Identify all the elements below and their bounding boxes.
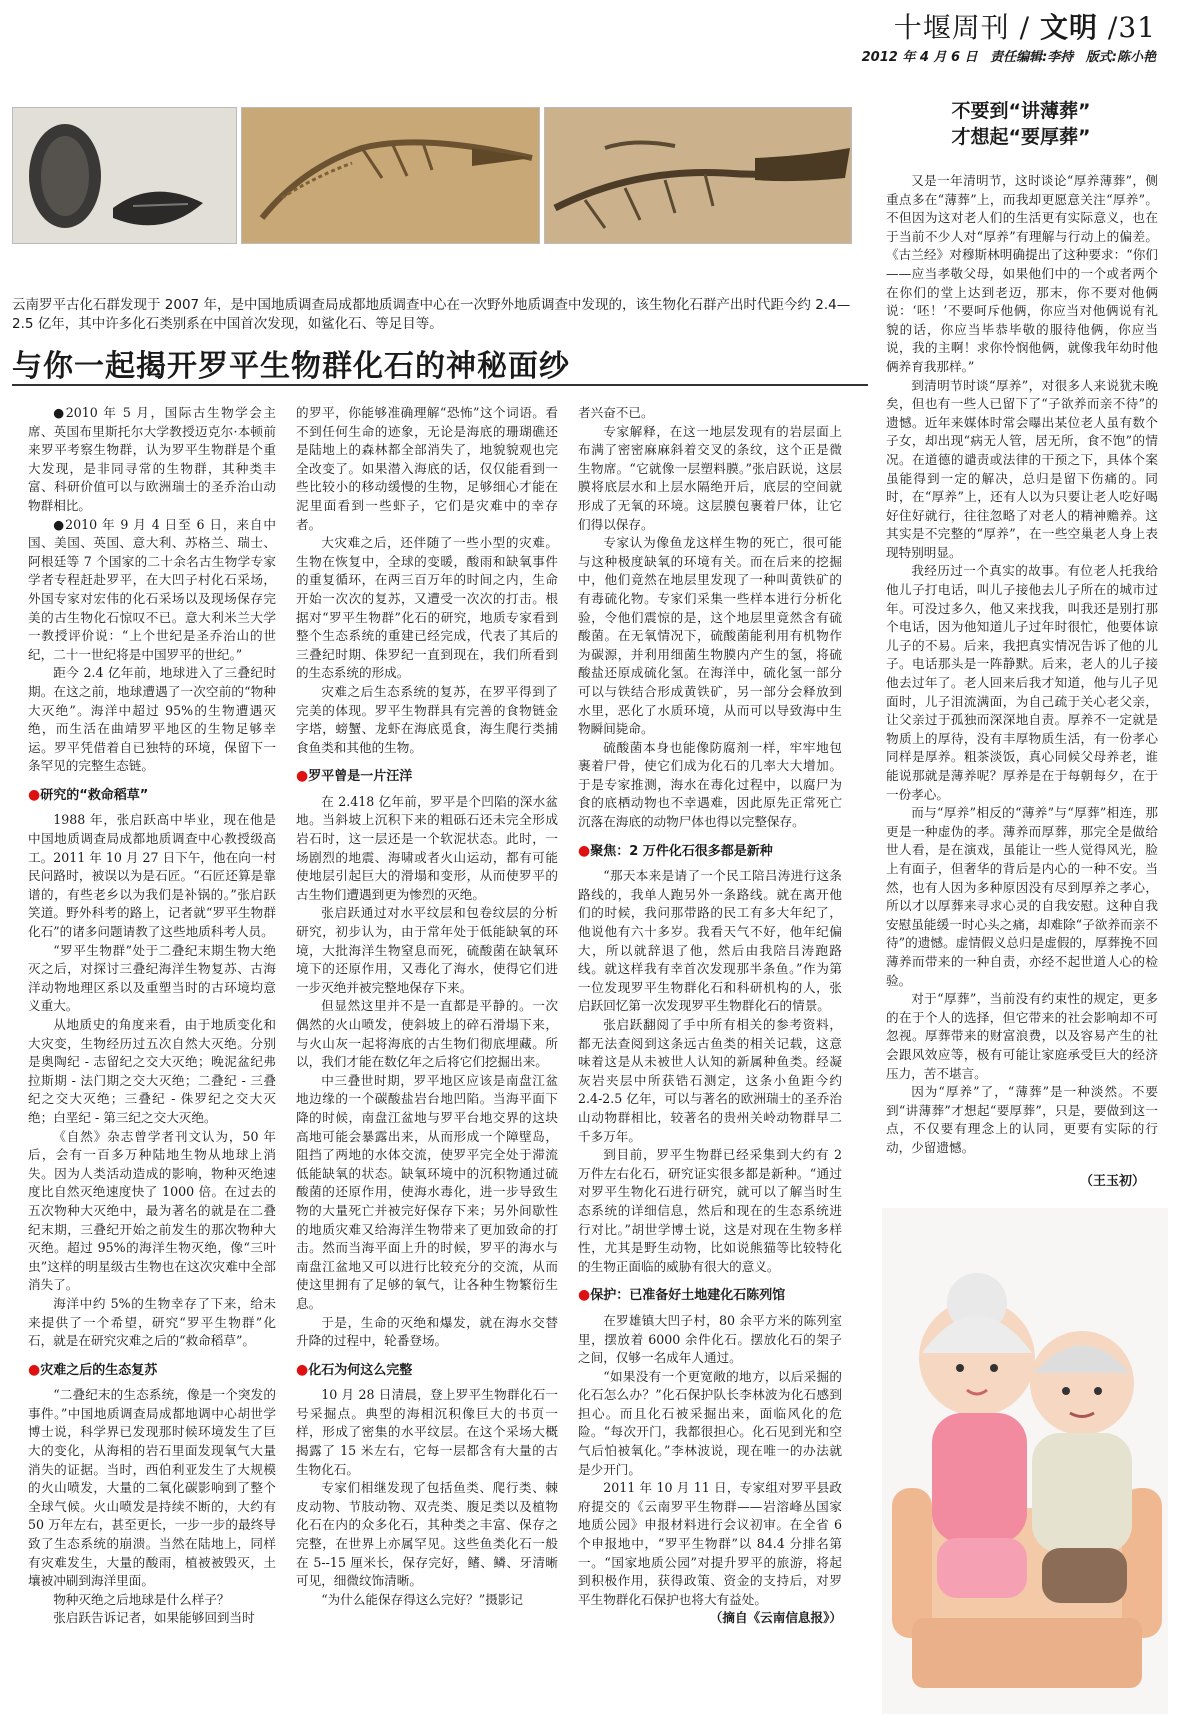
paragraph: 张启跃翻阅了手中所有相关的参考资料，都无法查阅到这条远古鱼类的相关记载，这意味着这是从未被世人认知的新属种鱼类。经凝灰岩夹层中所获锆石测定，这条小鱼距今约 2.4-2.5 亿年，可以与著名的欧洲瑞士的圣乔治山动物群相比，较著名的贵州关岭动物群早二千多万年。	[578, 1017, 842, 1144]
ichthyosaur-fossil-photo	[544, 107, 852, 244]
subheading-text: 聚焦：2 万件化石很多都是新种	[590, 843, 773, 859]
designer-credit: 版式:陈小艳	[1085, 50, 1156, 65]
article-column-1	[28, 404, 276, 1714]
paragraph: “为什么能保存得这么完好？”摄影记	[321, 1591, 523, 1607]
paragraph: 在 2.418 亿年前，罗平是个凹陷的深水盆地。当斜坡上沉积下来的粗砾石还未完全形成岩石时，这一层还是一个软泥状态。此时，一场剧烈的地震、海啸或者火山运动，都有可能使地层引起巨大的滑塌和变形，从而使罗平的古生物们遭遇到更为惨烈的灭绝。	[296, 793, 558, 902]
paragraph: 者兴奋不已。	[578, 405, 654, 420]
paragraph: ●2010 年 5 月，国际古生物学会主席、英国布里斯托尔大学教授迈克尔·本顿前来罗平考察生物群，认为罗平生物群是个重大发现，是非同寻常的生物群，其种类丰富、科研价值可以与欧洲瑞士的圣乔治山动物群相比。	[28, 405, 276, 513]
article-column-3	[578, 404, 842, 1714]
paragraph: 因为“厚养”了，“薄葬”是一种淡然。不要到“讲薄葬”才想起“要厚葬”，只是，要做到这一点，不仅要有理念上的认同，更要有实际的行动，少留遗憾。	[886, 1084, 1158, 1155]
paragraph: 《自然》杂志曾学者刊文认为，50 年后，会有一百多万种陆地生物从地球上消失。因为人类活动造成的影响，物种灭绝速度比自然灭绝速度快了 1000 倍。在过去的五次物种大灭绝中，最为著名的就是在二叠纪末期，三叠纪开始之前发生的那次物种大灭绝。超过 95%的海洋生物灭绝，像“三叶虫”这样的明星级古生物也在这次灾难中全部消失了。	[28, 1128, 276, 1293]
source-text: （摘自《云南信息报》）	[709, 1610, 842, 1626]
paragraph: 大灾难之后，还伴随了一些小型的灾难。生物在恢复中，全球的变暖，酸雨和缺氧事件的重复循环，在两三百万年的时间之内，生命开始一次次的复苏，又遭受一次次的打击。根据对“罗平生物群”化石的研究，地质专家看到整个生态系统的重建已经完成，代表了其后的三叠纪时期、侏罗纪一直到现在，我们所看到的生态系统的形成。	[296, 535, 558, 681]
paragraph: 我经历过一个真实的故事。有位老人托我给他儿子打电话，叫儿子接他去儿子所在的城市过年。可没过多久，他又来找我，叫我还是别打那个电话，因为他知道儿子过年时很忙，他要体谅儿子的不易。后来，我把真实情况告诉了他的儿子。电话那头是一阵静默。后来，老人的儿子接他去过年了。老人回来后我才知道，他与儿子见面时，儿子泪流满面，为自己疏于关心老父亲，让父亲过于孤独而深深地自责。厚养不一定就是物质上的厚待，没有丰厚物质生活，有一份孝心同样是厚养。粗茶淡饭，真心同候父母养老，谁能说那就是薄养呢？厚养是在于每朝每夕，在于一份孝心。	[886, 563, 1158, 802]
paragraph: ●2010 年 9 月 4 日至 6 日，来自中国、美国、英国、意大利、苏格兰、瑞士、阿根廷等 7 个国家的二十余名古生物学专家学者专程赶赴罗平，在大凹子村化石采场，外国专家对宏伟的化石采场以及现场保存完美的古生物化石惊叹不已。意大利米兰大学一教授评价说：“上个世纪是圣乔治山的世纪，二十一世纪将是中国罗平的世纪。”	[28, 516, 276, 662]
paragraph: 到目前，罗平生物群已经采集到大约有 2 万件左右化石，研究证实很多都是新种。“通过对罗平生物化石进行研究，就可以了解当时生态系统的详细信息，然后和现在的生态系统进行对比。”胡世学博士说，这是对现在生物多样性，尤其是野生动物，比如说熊猫等比较特化的生物正面临的威胁有很大的意义。	[578, 1147, 842, 1274]
paragraph: 海洋中约 5%的生物幸存了下来，给未来提供了一个希望，研究“罗平生物群”化石，就是在研究灾难之后的“救命稻草”。	[28, 1295, 276, 1349]
masthead	[894, 6, 1156, 46]
source-credit	[578, 1609, 842, 1628]
sidebar-title-line: 才想起“要厚葬”	[951, 126, 1091, 148]
paper-name: 十堰周刊	[893, 11, 1010, 44]
paragraph: “那天本来是请了一个民工陪吕涛进行这条路线的，我单人跑另外一条路线。就在离开他们的时候，我问那带路的民工有多大年纪了，他说他有六十多岁。我看天气不好，他年纪偏大，所以就辞退了他，然后由我陪吕涛跑路线。就这样我有幸首次发现那半条鱼。”作为第一位发现罗平生物群化石和科研机构的人，张启跃回忆第一次发现罗平生物群化石的情景。	[578, 868, 842, 1014]
bullet-icon: ●	[578, 1287, 591, 1304]
subheading-text: 研究的“救命稻草”	[40, 787, 149, 803]
paragraph: 专家认为像鱼龙这样生物的死亡，很可能与这种极度缺氧的环境有关。而在后来的挖掘中，他们竟然在地层里发现了一种叫黄铁矿的有毒硫化物。专家们采集一些样本进行分析化验，令他们震惊的是，这个地层里竟然含有硫酸菌。在无氧情况下，硫酸菌能利用有机物作为碳源，并利用细菌生物膜内产生的氢，将硫酸盐还原成硫化氢。在海洋中，硫化氢一部分可以与铁结合形成黄铁矿，另一部分会释放到水里，恶化了水质环境，从而可以导致海中生物瞬间毙命。	[578, 535, 842, 737]
paragraph: 但显然这里并不是一直都是平静的。一次偶然的火山喷发，使斜坡上的碎石滑塌下来，与火山灰一起将海底的古生物们彻底埋藏。所以，我们才能在数亿年之后将它们挖掘出来。	[296, 998, 558, 1070]
subheading-text: 化石为何这么完整	[308, 1362, 413, 1378]
masthead-slash: /	[1009, 11, 1041, 44]
paragraph: 张启跃告诉记者，如果能够回到当时	[53, 1610, 255, 1626]
paragraph: 1988 年，张启跃高中毕业，现在他是中国地质调查局成都地质调查中心教授级高工。2011 年 10 月 27 日下午，他在向一村民问路时，被误以为是石匠。“石匠还算是靠谱的，有些老乡以为我们是补锅的。”张启跃笑道。野外科考的路上，记者就“罗平生物群化石”的诸多问题请教了这些地质科考人员。	[28, 812, 276, 940]
subheading	[28, 1361, 276, 1381]
paragraph: 张启跃通过对水平纹层和包卷纹层的分析研究，初步认为，由于常年处于低能缺氧的环境，大批海洋生物窒息而死，硫酸菌在缺氧环境下的还原作用，又毒化了海水，使得它们进一步灭绝并被完整地保存下来。	[296, 905, 558, 995]
paragraph: 对于“厚葬”，当前没有约束性的规定，更多的在于个人的选择，但它带来的社会影响却不可忽视。厚葬带来的财富浪费，以及容易产生的社会跟风效应等，极有可能让家庭承受巨大的经济压力，苦不堪言。	[886, 991, 1158, 1081]
paragraph: “罗平生物群”处于二叠纪末期生物大绝灭之后，对探讨三叠纪海洋生物复苏、古海洋动物地理区系以及重塑当时的古环境均意义重大。	[28, 942, 276, 1014]
page-number: /31	[1098, 11, 1156, 44]
sidebar-author: （王玉初）	[1080, 1174, 1146, 1189]
paragraph: 在罗雄镇大凹子村，80 余平方米的陈列室里，摆放着 6000 余件化石。摆放化石的架子之间，仅够一名成年人通过。	[578, 1312, 842, 1366]
paragraph: “二叠纪末的生态系统，像是一个突发的事件。”中国地质调查局成都地调中心胡世学博士说，科学界已发现那时候环境发生了巨大的变化，从海相的岩石里面发现氧气大量消失的证据。当时，西伯利亚发生了大规模的火山喷发，大量的二氧化碳影响到了整个全球气候。火山喷发是持续不断的，大约有 50 万年左右，甚至更长，一步一步的最终导致了生态系统的崩溃。当然在陆地上，同样有灾难发生，大量的酸雨，植被被毁灭，土壤被冲刷到海洋里面。	[28, 1387, 276, 1589]
paragraph: 距今 2.4 亿年前，地球进入了三叠纪时期。在这之前，地球遭遇了一次空前的“物种大灭绝”。海洋中超过 95%的生物遭遇灭绝，而生活在曲靖罗平地区的生物足够幸运。罗平凭借着自已独特的环境，保留下一条罕见的完整生态链。	[28, 665, 276, 774]
paragraph: 中三叠世时期，罗平地区应该是南盘江盆地边缘的一个碳酸盐岩台地凹陷。当海平面下降的时候，南盘江盆地与罗平台地交界的这块高地可能会暴露出来，从而形成一个障壁岛，阻挡了两地的水体交流，使罗平完全处于滞流低能缺氧的状态。缺氧环境中的沉积物通过硫酸菌的还原作用，使海水毒化，进一步导致生物的大量死亡并被完好保存下来；另外间歇性的地质灾难又给海洋生物带来了更加致命的打击。然而当海平面上升的时候，罗平的海水与南盘江盆地又可以进行比较充分的交流，从而使这里拥有了足够的氧气，让各种生物繁衍生息。	[296, 1072, 558, 1311]
subheading-text: 罗平曾是一片汪洋	[308, 769, 413, 785]
paragraph: 10 月 28 日清晨，登上罗平生物群化石一号采掘点。典型的海相沉积像巨大的书页一样，形成了密集的水平纹层。在这个采场大概揭露了 15 米左右，它每一层都含有大量的古生物化石。	[296, 1387, 558, 1477]
paragraph: 而与“厚养”相反的“薄养”与“厚葬”相连，那更是一种虚伪的孝。薄养而厚葬，那完全是做给世人看，是在演戏，虽能让一些人觉得风光，脸上有面子，但奢华的背后是内心的一种不安。当然，也有人因为多种原因没有尽到厚养之孝心，所以才以厚葬来寻求心灵的自我安慰。这种自我安慰虽能缓一时心头之痛，却难除“子欲养而亲不待”的遗憾。虚情假义总归是虚假的，厚葬挽不回薄养而带来的一种自责，亦经不起世道人心的检验。	[886, 805, 1158, 988]
subheading	[578, 842, 842, 862]
subheading	[578, 1286, 842, 1306]
subheading-text: 灾难之后的生态复苏	[40, 1362, 158, 1378]
fossil-photo-strip	[12, 107, 852, 242]
paragraph: 专家们相继发现了包括鱼类、爬行类、棘皮动物、节肢动物、双壳类、腹足类以及植物化石在内的众多化石，其种类之丰富、保存之完整，在世界上亦属罕见。这些鱼类化石一般在 5--15 厘米长，保存完好，鳍、鳞、牙清晰可见，细微纹饰清晰。	[296, 1480, 558, 1589]
paragraph: 灾难之后生态系统的复苏，在罗平得到了完美的体现。罗平生物群具有完善的食物链金字塔，螃蟹、龙虾在海底觅食，海生爬行类捕食鱼类和其他的生物。	[296, 683, 558, 755]
section-name: 文明	[1040, 11, 1099, 44]
headline: 与你一起揭开罗平生物群化石的神秘面纱	[12, 349, 570, 384]
bullet-icon: ●	[578, 842, 591, 859]
subheading	[296, 1361, 558, 1381]
issue-date: 2012 年 4 月 6 日	[861, 50, 978, 65]
subheading	[296, 767, 558, 787]
reptile-fossil-photo	[241, 107, 539, 244]
bullet-icon: ●	[28, 1361, 41, 1378]
paragraph: “如果没有一个更宽敞的地方，以后采掘的化石怎么办？”化石保护队长李林波为化石感到担心。而且化石被采掘出来，面临风化的危险。“每次开门，我都很担心。化石见到光和空气后怕被氧化。”李林波说，现在唯一的办法就是少开门。	[578, 1368, 842, 1477]
article-column-2	[296, 404, 558, 1714]
paragraph: 硫酸菌本身也能像防腐剂一样，牢牢地包裹着尸骨，使它们成为化石的几率大大增加。于是专家推测，海水在毒化过程中，以腐尸为食的底栖动物也不幸遇难，因此原先正常死亡沉落在海底的动物尸体也得以完整保存。	[578, 739, 842, 830]
paragraph: 物种灭绝之后地球是什么样子？	[53, 1591, 230, 1607]
paragraph: 又是一年清明节，这时谈论“厚养薄葬”，侧重点多在“薄葬”上，而我却更愿意关注“厚养”。不但因为这对老人们的生活更有实际意义，也在于当前不少人对“厚养”有理解与行动上的偏差。《古兰经》对穆斯林明确提出了这种要求：“你们——应当孝敬父母，如果他们中的一个或者两个在你们的堂上达到老迈，那末，你不要对他俩说：‘呸！’不要呵斥他俩，你应当对他俩说有礼貌的话，你应当毕恭毕敬的服待他俩，你应当说，我的主啊！求你怜悯他俩，就像我年幼时他俩养育我那样。”	[886, 173, 1158, 374]
headline-rule	[12, 384, 868, 386]
paragraph: 2011 年 10 月 11 日，专家组对罗平县政府提交的《云南罗平生物群——岩溶峰丛国家地质公园》申报材料进行会议初审。在全省 6 个申报地中，“罗平生物群”以 84.4 分排名第一。“国家地质公园”对提升罗平的旅游，将起到积极作用，获得政策、资金的支持后，对罗平生物群化石保护也将大有益处。	[578, 1480, 842, 1607]
editor-credit: 责任编辑:李持	[990, 50, 1074, 65]
bullet-icon: ●	[296, 1361, 309, 1378]
subheading-text: 保护：已准备好土地建化石陈列馆	[590, 1288, 786, 1304]
sidebar-title	[886, 98, 1156, 150]
photo-caption: 云南罗平古化石群发现于 2007 年，是中国地质调查局成都地质调查中心在一次野外地质调查中发现的，该生物化石群产出时代距今约 2.4—2.5 亿年，其中许多化石类别系在中国首次发现，如鲨化石、等足目等。	[12, 297, 851, 332]
page-info	[854, 46, 1156, 65]
bullet-icon: ●	[296, 768, 309, 785]
bullet-icon: ●	[28, 786, 41, 803]
subheading	[28, 786, 276, 806]
sidebar-title-line: 不要到“讲薄葬”	[951, 100, 1091, 122]
paragraph: 从地质史的角度来看，由于地质变化和大灾变，生物经历过五次自然大灭绝。分别是奥陶纪 - 志留纪之交大灭绝；晚泥盆纪弗拉斯期 - 法门期之交大灭绝；二叠纪 - 三叠纪之交大灭绝；三叠纪 - 侏罗纪之交大灭绝；白垩纪 - 第三纪之交大灭绝。	[28, 1017, 276, 1125]
paragraph: 的罗平，你能够准确理解“恐怖”这个词语。看不到任何生命的迹象，无论是海底的珊瑚礁还是陆地上的森林都全部消失了，地貌貌观也完全改变了。如果潜入海底的话，仅仅能看到一些比较小的移动缓慢的生物，足够细心才能在泥里面看到一些虾子，它们是灾难中的幸存者。	[296, 405, 558, 532]
sidebar-article	[886, 172, 1158, 1172]
elderly-couple-illustration	[882, 1208, 1168, 1714]
paragraph: 专家解释，在这一地层发现有的岩层面上布满了密密麻麻斜着交叉的条纹，这个正是微生物席。“它就像一层塑料膜。”张启跃说，这层膜将底层水和上层水隔绝开后，底层的空间就形成了无氧的环境。这层膜包裹着尸体，让它们得以保存。	[578, 423, 842, 532]
fish-fossil-photo	[12, 107, 237, 244]
paragraph: 于是，生命的灭绝和爆发，就在海水交替升降的过程中，轮番登场。	[296, 1314, 558, 1349]
paragraph: 到清明节时谈“厚养”，对很多人来说犹未晚矣，但也有一些人已留下了“子欲养而亲不待”的遗憾。近年来媒体时常会曝出某位老人虽有数个子女，却出现“病无人管，居无所，食不饱”的情况。在道德的谴责或法律的干预之下，具体个案虽能得到一定的解决，总归是留下伤痛的。同时，在“厚养”上，还有人以为只要让老人吃好喝好住好就行，往往忽略了对老人的精神赡养。这其实是不完整的“厚养”，在一些空巢老人身上表现特别明显。	[886, 377, 1158, 560]
